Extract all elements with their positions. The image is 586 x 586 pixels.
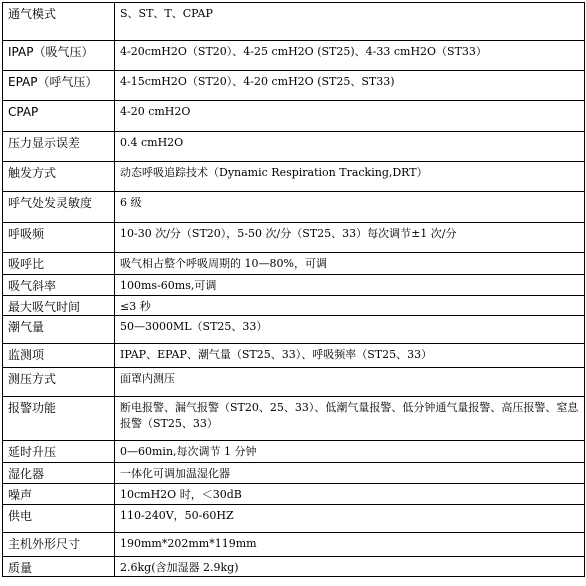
row-label: 潮气量: [3, 316, 115, 344]
table-row: [3, 441, 585, 463]
row-label: 通气模式: [3, 3, 115, 41]
row-label: CPAP: [3, 101, 115, 132]
row-value: 50—3000ML（ST25、33）: [115, 316, 585, 344]
table-row: [3, 296, 585, 316]
row-value: 190mm*202mm*119mm: [115, 533, 585, 557]
row-value: 4-20 cmH2O: [115, 101, 585, 132]
row-label: IPAP（吸气压）: [3, 41, 115, 71]
table-row: [3, 41, 585, 71]
row-value: ≤3 秒: [115, 296, 585, 316]
row-label: 噪声: [3, 484, 115, 505]
row-label: 测压方式: [3, 368, 115, 397]
row-value: 110-240V，50-60HZ: [115, 505, 585, 533]
row-label: 监测项: [3, 344, 115, 368]
row-label: 呼气处发灵敏度: [3, 192, 115, 223]
row-label: 压力显示误差: [3, 132, 115, 162]
table-row: [3, 316, 585, 344]
row-label: 湿化器: [3, 463, 115, 484]
row-value: 4-20cmH2O（ST20）、4-25 cmH2O (ST25)、4-33 cmH2O（ST33）: [115, 41, 585, 71]
row-value: 一体化可调加温湿化器: [115, 463, 585, 484]
row-label: 质量: [3, 557, 115, 577]
row-label: 最大吸气时间: [3, 296, 115, 316]
table-row: [3, 505, 585, 533]
row-label: 吸气斜率: [3, 275, 115, 296]
row-value: 2.6kg(含加湿器 2.9kg): [115, 557, 585, 577]
row-value: 0—60min,每次调节 1 分钟: [115, 441, 585, 463]
table-row: [3, 275, 585, 296]
table-row: [3, 101, 585, 132]
table-row: [3, 3, 585, 41]
row-value: 吸气相占整个呼吸周期的 10—80%，可调: [115, 253, 585, 275]
row-value: IPAP、EPAP、潮气量（ST25、33）、呼吸频率（ST25、33）: [115, 344, 585, 368]
table-row: [3, 192, 585, 223]
table-row: [3, 223, 585, 253]
row-value: 0.4 cmH2O: [115, 132, 585, 162]
table-row: [3, 162, 585, 192]
row-value: 断电报警、漏气报警（ST20、25、33）、低潮气量报警、低分钟通气量报警、高压报警、窒息报警（ST25、33）: [115, 397, 585, 441]
row-value: 动态呼吸追踪技术（Dynamic Respiration Tracking,DRT）: [115, 162, 585, 192]
table-row: [3, 397, 585, 441]
table-row: [3, 533, 585, 557]
row-label: 报警功能: [3, 397, 115, 441]
table-row: [3, 368, 585, 397]
row-value: 6 级: [115, 192, 585, 223]
table-row: [3, 71, 585, 101]
row-value: 4-15cmH2O（ST20）、4-20 cmH2O (ST25、ST33): [115, 71, 585, 101]
row-label: EPAP（呼气压）: [3, 71, 115, 101]
row-label: 主机外形尺寸: [3, 533, 115, 557]
row-value: 面罩内测压: [115, 368, 585, 397]
row-value: 10-30 次/分（ST20），5-50 次/分（ST25、33）每次调节±1 次/分: [115, 223, 585, 253]
row-label: 触发方式: [3, 162, 115, 192]
row-label: 延时升压: [3, 441, 115, 463]
row-label: 供电: [3, 505, 115, 533]
row-value: S、ST、T、CPAP: [115, 3, 585, 41]
row-value: 100ms-60ms,可调: [115, 275, 585, 296]
spec-table: [2, 2, 585, 577]
table-row: [3, 132, 585, 162]
table-row: [3, 344, 585, 368]
table-row: [3, 463, 585, 484]
row-label: 呼吸频: [3, 223, 115, 253]
row-value: 10cmH2O 时，＜30dB: [115, 484, 585, 505]
table-row: [3, 557, 585, 577]
table-row: [3, 253, 585, 275]
table-row: [3, 484, 585, 505]
row-label: 吸呼比: [3, 253, 115, 275]
